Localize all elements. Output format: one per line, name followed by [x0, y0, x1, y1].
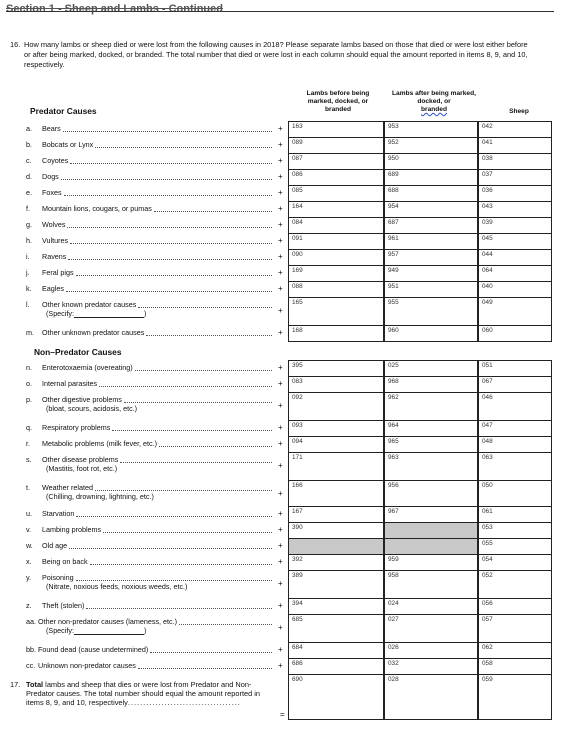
row-letter: e. [26, 188, 32, 197]
lambs-before-cell[interactable]: 389 [288, 570, 384, 599]
row-letter: cc. [26, 661, 36, 670]
row-letter: j. [26, 268, 30, 277]
sheep-cell[interactable]: 045 [478, 233, 552, 250]
table-row [0, 137, 566, 153]
sheep-cell[interactable]: 044 [478, 249, 552, 266]
leader-dots [124, 402, 272, 403]
sheep-cell[interactable]: 039 [478, 217, 552, 234]
row-label: Poisoning [42, 573, 74, 582]
table-row [0, 325, 566, 341]
specify-line[interactable] [74, 626, 147, 635]
row-letter: f. [26, 204, 30, 213]
section-divider [6, 11, 554, 12]
table-row [0, 249, 566, 265]
plus-sign: + [278, 172, 283, 181]
row-label: Mountain lions, cougars, or pumas [42, 204, 152, 213]
lambs-before-cell[interactable]: 164 [288, 201, 384, 218]
plus-sign: + [278, 220, 283, 229]
question-text: How many lambs or sheep died or were lost from the following causes in 2018? Please separate lambs based on those that died or were lost either before or after being marked, docked, or branded. The total number that died or were lost in each column should equal the amount reported in items 8, 9, and 10, respectively. [24, 40, 528, 69]
leader-dots [76, 580, 272, 581]
row-label: Bobcats or Lynx [42, 140, 94, 149]
lambs-after-cell[interactable]: 689 [384, 169, 478, 186]
row-letter: l. [26, 300, 30, 309]
specify-line[interactable] [74, 309, 147, 318]
lambs-before-cell[interactable]: 685 [288, 614, 384, 643]
leader-dots [90, 564, 272, 565]
lambs-before-cell[interactable]: 165 [288, 297, 384, 326]
sheep-cell[interactable]: 043 [478, 201, 552, 218]
lambs-after-cell[interactable]: 965 [384, 436, 478, 453]
plus-sign: + [278, 363, 283, 372]
row-letter: s. [26, 455, 32, 464]
row-letter: p. [26, 395, 32, 404]
lambs-after-cell [384, 538, 478, 555]
row-label: Other non-predator causes (lameness, etc.) [38, 617, 178, 626]
lambs-after-cell[interactable]: 952 [384, 137, 478, 154]
lambs-before-cell[interactable]: 083 [288, 376, 384, 393]
row-label: Old age [42, 541, 68, 550]
lambs-after-cell[interactable]: 024 [384, 598, 478, 615]
predator-causes-heading: Predator Causes [30, 106, 97, 116]
specify-close-paren: ) [143, 626, 147, 635]
lambs-before-cell[interactable]: 163 [288, 121, 384, 138]
plus-sign: + [278, 601, 283, 610]
row-label: Enterotoxaemia (overeating) [42, 363, 133, 372]
row-letter: u. [26, 509, 32, 518]
row-letter: w. [26, 541, 33, 550]
table-row [0, 658, 566, 674]
sheep-cell[interactable]: 051 [478, 360, 552, 377]
leader-dots [95, 147, 272, 148]
lambs-before-cell[interactable]: 092 [288, 392, 384, 421]
sheep-cell[interactable]: 048 [478, 436, 552, 453]
lambs-after-cell[interactable]: 950 [384, 153, 478, 170]
nonpredator-causes-heading: Non–Predator Causes [34, 347, 122, 357]
table-row [0, 598, 566, 614]
leader-dots [63, 131, 272, 132]
sheep-cell[interactable]: 050 [478, 480, 552, 507]
lambs-before-cell[interactable]: 094 [288, 436, 384, 453]
plus-sign: + [278, 525, 283, 534]
table-row [0, 522, 566, 538]
sheep-cell[interactable]: 060 [478, 325, 552, 342]
sheep-cell[interactable]: 061 [478, 506, 552, 523]
lambs-before-cell[interactable]: 167 [288, 506, 384, 523]
question-text-body: lambs and sheep that dies or were lost from Predator and Non-Predator causes. The total number should equal the amount reported in items 8, 9, and 10, respectively [26, 680, 261, 707]
table-row [0, 201, 566, 217]
leader-dots [76, 516, 272, 517]
lambs-before-cell[interactable]: 088 [288, 281, 384, 298]
question-text-bold: Total [26, 680, 44, 689]
leader-dots [66, 291, 272, 292]
sheep-cell[interactable]: 058 [478, 658, 552, 675]
lambs-before-cell[interactable]: 086 [288, 169, 384, 186]
lambs-after-cell[interactable]: 959 [384, 554, 478, 571]
table-row [0, 554, 566, 570]
leader-dots [146, 335, 272, 336]
lambs-after-cell[interactable]: 032 [384, 658, 478, 675]
sheep-cell[interactable]: 057 [478, 614, 552, 643]
table-row [0, 121, 566, 137]
column-header-lambs-after [392, 90, 476, 114]
column-header-sheep: Sheep [509, 108, 529, 115]
lambs-after-cell[interactable]: 963 [384, 452, 478, 481]
sheep-cell[interactable]: 055 [478, 538, 552, 555]
row-letter: c. [26, 156, 32, 165]
sheep-cell[interactable]: 038 [478, 153, 552, 170]
plus-sign: + [278, 541, 283, 550]
table-row [0, 570, 566, 598]
lambs-after-cell[interactable]: 027 [384, 614, 478, 643]
section-title: Section 1 - Sheep and Lambs - Continued [6, 3, 223, 15]
row-letter: y. [26, 573, 32, 582]
table-row [0, 297, 566, 325]
row-sublabel [46, 309, 146, 318]
plus-sign: + [278, 284, 283, 293]
row-letter: x. [26, 557, 32, 566]
table-row [0, 480, 566, 506]
lambs-before-cell[interactable]: 090 [288, 249, 384, 266]
row-label: Other known predator causes [42, 300, 137, 309]
row-letter: r. [26, 439, 30, 448]
row-label: Foxes [42, 188, 62, 197]
sheep-cell[interactable]: 037 [478, 169, 552, 186]
plus-sign: + [278, 188, 283, 197]
lambs-after-cell[interactable]: 951 [384, 281, 478, 298]
row-letter: h. [26, 236, 32, 245]
plus-sign: + [278, 509, 283, 518]
lambs-before-cell[interactable]: 392 [288, 554, 384, 571]
row-letter: q. [26, 423, 32, 432]
lambs-after-cell[interactable]: 956 [384, 480, 478, 507]
lambs-after-cell[interactable]: 949 [384, 265, 478, 282]
specify-close-paren: ) [143, 309, 147, 318]
row-sublabel-text: (Mastitis, foot rot, etc.) [46, 464, 118, 473]
total-lambs-before-cell[interactable]: 690 [288, 674, 384, 720]
leader-dots [86, 608, 272, 609]
lambs-after-cell[interactable]: 962 [384, 392, 478, 421]
table-row [0, 376, 566, 392]
plus-sign: + [278, 645, 283, 654]
row-label: Respiratory problems [42, 423, 111, 432]
plus-sign: + [278, 557, 283, 566]
table-row [0, 217, 566, 233]
row-letter: a. [26, 124, 32, 133]
lambs-after-cell[interactable]: 687 [384, 217, 478, 234]
leader-dots [68, 259, 272, 260]
row-letter: aa. [26, 617, 36, 626]
leader-dots [67, 227, 272, 228]
table-row [0, 392, 566, 420]
leader-dots [76, 275, 272, 276]
table-row [0, 169, 566, 185]
leader-dots [179, 624, 272, 625]
lambs-after-cell[interactable]: 955 [384, 297, 478, 326]
row-letter: n. [26, 363, 32, 372]
row-label: Lambing problems [42, 525, 102, 534]
sheep-cell[interactable]: 053 [478, 522, 552, 539]
lambs-before-cell [288, 538, 384, 555]
row-sublabel [46, 626, 146, 635]
row-label: Coyotes [42, 156, 69, 165]
lambs-before-cell[interactable]: 390 [288, 522, 384, 539]
lambs-before-cell[interactable]: 169 [288, 265, 384, 282]
sheep-cell[interactable]: 056 [478, 598, 552, 615]
table-row [0, 452, 566, 480]
row-sublabel [46, 464, 117, 473]
sheep-cell[interactable]: 040 [478, 281, 552, 298]
plus-sign: + [278, 489, 283, 498]
sheep-cell[interactable]: 041 [478, 137, 552, 154]
row-label: Other unknown predator causes [42, 328, 145, 337]
row-label: Internal parasites [42, 379, 98, 388]
lambs-after-cell [384, 522, 478, 539]
plus-sign: + [278, 236, 283, 245]
table-row [0, 538, 566, 554]
row-letter: g. [26, 220, 32, 229]
leader-dots [159, 446, 272, 447]
row-sublabel [46, 582, 187, 591]
lambs-before-cell[interactable]: 089 [288, 137, 384, 154]
question-number: 17. [10, 680, 21, 689]
row-label: Dogs [42, 172, 59, 181]
row-label: Other disease problems [42, 455, 119, 464]
plus-sign: + [278, 579, 283, 588]
lambs-after-cell[interactable]: 961 [384, 233, 478, 250]
row-label: Weather related [42, 483, 94, 492]
table-row [0, 233, 566, 249]
plus-sign: + [278, 328, 283, 337]
sheep-cell[interactable]: 046 [478, 392, 552, 421]
table-row [0, 436, 566, 452]
row-sublabel-text: (Specify: [46, 626, 74, 635]
row-sublabel-text: (Chilling, drowning, lightning, etc.) [46, 492, 154, 501]
leader-dots [138, 307, 272, 308]
row-label: Eagles [42, 284, 64, 293]
sheep-cell[interactable]: 036 [478, 185, 552, 202]
leader-dots [112, 430, 272, 431]
total-lambs-after-cell[interactable]: 028 [384, 674, 478, 720]
lambs-before-cell[interactable]: 085 [288, 185, 384, 202]
sheep-cell[interactable]: 064 [478, 265, 552, 282]
lambs-before-cell[interactable]: 087 [288, 153, 384, 170]
question-number: 16. [10, 40, 21, 49]
lambs-before-cell[interactable]: 171 [288, 452, 384, 481]
row-sublabel-text: (Specify: [46, 309, 74, 318]
leader-dots [70, 243, 272, 244]
lambs-after-cell[interactable]: 967 [384, 506, 478, 523]
row-letter: z. [26, 601, 32, 610]
table-row [0, 281, 566, 297]
leader-dots [64, 195, 272, 196]
leader-dots [138, 668, 272, 669]
leader-dots [95, 490, 272, 491]
plus-sign: + [278, 252, 283, 261]
lambs-before-cell[interactable]: 093 [288, 420, 384, 437]
lambs-before-cell[interactable]: 394 [288, 598, 384, 615]
lambs-after-cell[interactable]: 968 [384, 376, 478, 393]
lambs-before-cell[interactable]: 395 [288, 360, 384, 377]
sheep-cell[interactable]: 054 [478, 554, 552, 571]
table-row [0, 153, 566, 169]
plus-sign: + [278, 439, 283, 448]
plus-sign: + [278, 401, 283, 410]
leader-dots [99, 386, 272, 387]
equals-sign: = [280, 710, 285, 719]
row-label: Theft (stolen) [42, 601, 85, 610]
lambs-after-cell[interactable]: 954 [384, 201, 478, 218]
row-label: Metabolic problems (milk fever, etc.) [42, 439, 158, 448]
row-sublabel-text: (bloat, scours, acidosis, etc.) [46, 404, 138, 413]
sheep-cell[interactable]: 047 [478, 420, 552, 437]
lambs-after-cell[interactable]: 953 [384, 121, 478, 138]
plus-sign: + [278, 623, 283, 632]
table-row [0, 420, 566, 436]
lambs-after-cell[interactable]: 688 [384, 185, 478, 202]
question-text: Total lambs and sheep that dies or were lost from Predator and Non-Predator causes. The total number should equal the amount reported in items 8, 9, and 10, respectively..................................... [26, 680, 261, 707]
leader-dots [61, 179, 272, 180]
row-label: Vultures [42, 236, 69, 245]
row-letter: o. [26, 379, 32, 388]
lambs-before-cell[interactable]: 686 [288, 658, 384, 675]
sheep-cell[interactable]: 052 [478, 570, 552, 599]
row-letter: b. [26, 140, 32, 149]
row-letter: m. [26, 328, 34, 337]
row-letter: bb. [26, 645, 36, 654]
sheep-cell[interactable]: 067 [478, 376, 552, 393]
lambs-after-cell[interactable]: 964 [384, 420, 478, 437]
row-label: Found dead (cause undetermined) [38, 645, 149, 654]
plus-sign: + [278, 124, 283, 133]
leader-dots [120, 462, 272, 463]
row-letter: d. [26, 172, 32, 181]
column-header-lambs-after-text: Lambs after being marked, docked, or [392, 90, 476, 105]
sheep-cell[interactable]: 042 [478, 121, 552, 138]
leader-dots [150, 652, 272, 653]
leader-dots [154, 211, 272, 212]
plus-sign: + [278, 379, 283, 388]
row-label: Unknown non-predator causes [38, 661, 136, 670]
lambs-after-cell[interactable]: 957 [384, 249, 478, 266]
plus-sign: + [278, 306, 283, 315]
sheep-cell[interactable]: 063 [478, 452, 552, 481]
table-row [0, 614, 566, 642]
plus-sign: + [278, 661, 283, 670]
lambs-before-cell[interactable]: 084 [288, 217, 384, 234]
total-sheep-cell[interactable]: 059 [478, 674, 552, 720]
plus-sign: + [278, 461, 283, 470]
table-row [0, 360, 566, 376]
lambs-before-cell[interactable]: 166 [288, 480, 384, 507]
plus-sign: + [278, 423, 283, 432]
row-letter: v. [26, 525, 32, 534]
row-sublabel [46, 492, 154, 501]
plus-sign: + [278, 204, 283, 213]
table-row [0, 642, 566, 658]
row-label: Other digestive problems [42, 395, 122, 404]
row-label: Wolves [42, 220, 66, 229]
sheep-cell[interactable]: 049 [478, 297, 552, 326]
row-sublabel-text: (Nitrate, noxious feeds, noxious weeds, etc.) [46, 582, 188, 591]
lambs-after-cell[interactable]: 025 [384, 360, 478, 377]
column-header-lambs-before: Lambs before being marked, docked, or branded [306, 90, 370, 113]
leader-dots [103, 532, 272, 533]
leader-dots [69, 548, 272, 549]
table-row [0, 265, 566, 281]
plus-sign: + [278, 156, 283, 165]
row-label: Starvation [42, 509, 75, 518]
plus-sign: + [278, 140, 283, 149]
row-label: Feral pigs [42, 268, 74, 277]
row-label: Ravens [42, 252, 67, 261]
lambs-before-cell[interactable]: 684 [288, 642, 384, 659]
table-row [0, 506, 566, 522]
lambs-after-cell[interactable]: 960 [384, 325, 478, 342]
leader-dots [70, 163, 272, 164]
row-sublabel [46, 404, 137, 413]
lambs-before-cell[interactable]: 168 [288, 325, 384, 342]
sheep-cell[interactable]: 062 [478, 642, 552, 659]
row-label: Being on back [42, 557, 88, 566]
column-header-lambs-after-branded: branded [420, 106, 447, 113]
row-letter: t. [26, 483, 30, 492]
row-letter: k. [26, 284, 32, 293]
row-letter: i. [26, 252, 30, 261]
plus-sign: + [278, 268, 283, 277]
lambs-before-cell[interactable]: 091 [288, 233, 384, 250]
leader-dots [135, 370, 272, 371]
row-label: Bears [42, 124, 61, 133]
table-row [0, 185, 566, 201]
lambs-after-cell[interactable]: 958 [384, 570, 478, 599]
lambs-after-cell[interactable]: 026 [384, 642, 478, 659]
